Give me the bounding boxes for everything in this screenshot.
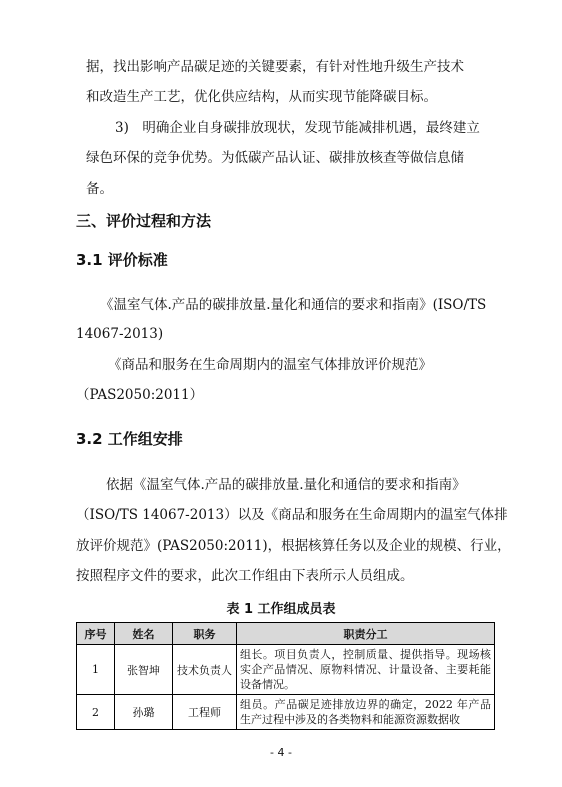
paragraph-line: 备。: [86, 181, 113, 197]
cell-duty-wrapper: [237, 695, 495, 730]
table-row: [77, 695, 495, 730]
cell-duty: 组员。产品碳足迹排放边界的确定，2022 年产品生产过程中涉及的各类物料和能源资源数据收: [240, 698, 491, 726]
table-header-row: [77, 623, 495, 645]
section-heading-3-2: 3.2 工作组安排: [76, 430, 183, 448]
section-heading-3-1: 3.1 评价标准: [76, 251, 168, 269]
paragraph-line: 据，找出影响产品碳足迹的关键要素，有针对性地升级生产技术: [86, 59, 464, 75]
table-caption: 表 1 工作组成员表: [226, 602, 336, 617]
cell-role: 工程师: [173, 695, 237, 730]
cell-duty: 组长。项目负责人，控制质量、提供指导。现场核实企产品情况、原物料情况、计量设备、主要耗能设备情况。: [237, 645, 495, 695]
staff-table: [76, 622, 495, 730]
cell-name: 孙璐: [115, 695, 173, 730]
paragraph-line: 和改造生产工艺，优化供应结构，从而实现节能降碳目标。: [86, 89, 437, 105]
page-number: - 4 -: [270, 746, 292, 759]
table-row: [77, 645, 495, 695]
standard-1-line: 《温室气体.产品的碳排放量.量化和通信的要求和指南》(ISO/TS: [100, 297, 487, 313]
paragraph-line: （ISO/TS 14067-2013）以及《商品和服务在生命周期内的温室气体排: [76, 507, 508, 523]
paragraph-line: 绿色环保的竞争优势。为低碳产品认证、碳排放核查等做信息储: [86, 150, 464, 166]
paragraph-line: 按照程序文件的要求，此次工作组由下表所示人员组成。: [76, 568, 414, 584]
standard-2-line: （PAS2050:2011）: [76, 387, 204, 403]
paragraph-line: 放评价规范》(PAS2050:2011)，根据核算任务以及企业的规模、行业，: [76, 538, 511, 554]
header-no: 序号: [77, 623, 115, 645]
header-name: 姓名: [115, 623, 173, 645]
paragraph-line: 依据《温室气体.产品的碳排放量.量化和通信的要求和指南》: [106, 477, 466, 493]
standard-1-line: 14067-2013): [76, 326, 164, 342]
cell-no: 2: [77, 695, 115, 730]
paragraph-line: 3) 明确企业自身碳排放现状，发现节能减排机遇，最终建立: [115, 120, 480, 136]
header-duty: 职责分工: [237, 623, 495, 645]
cell-no: 1: [77, 645, 115, 695]
section-heading-3: 三、评价过程和方法: [76, 212, 212, 230]
cell-role: 技术负责人: [173, 645, 237, 695]
header-role: 职务: [173, 623, 237, 645]
cell-name: 张智坤: [115, 645, 173, 695]
standard-2-line: 《商品和服务在生命周期内的温室气体排放评价规范》: [108, 357, 432, 373]
